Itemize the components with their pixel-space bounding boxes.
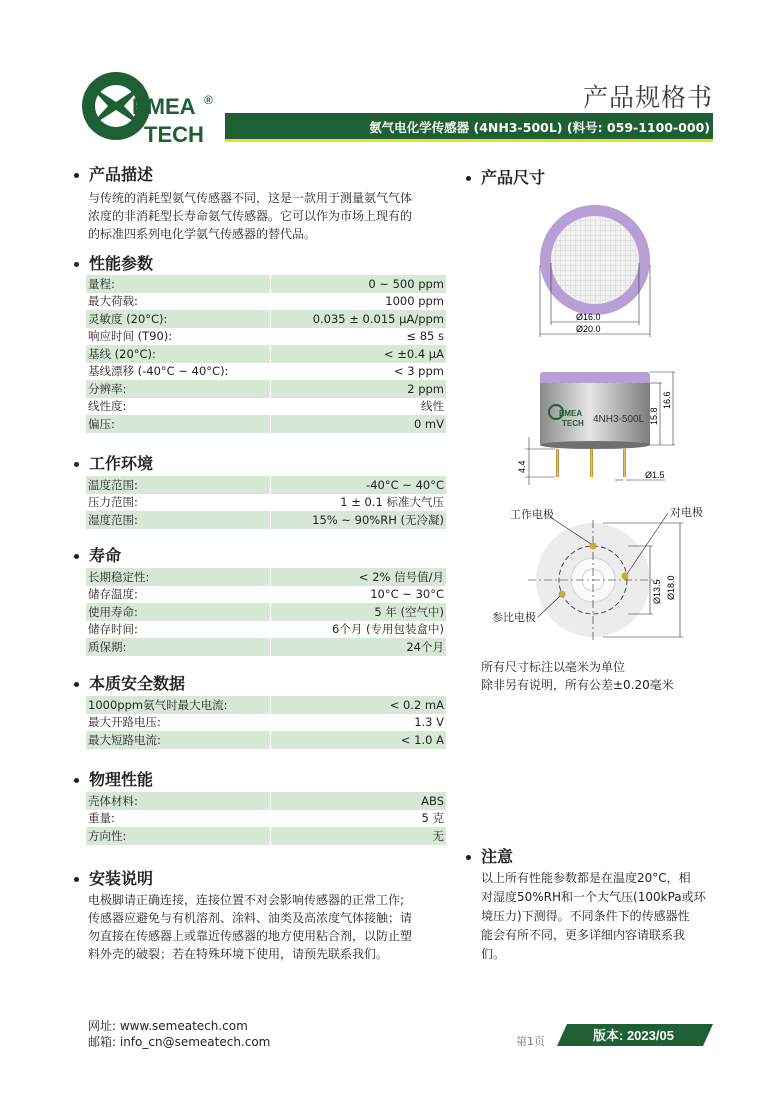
section-performance-heading: 性能参数 bbox=[74, 251, 153, 274]
spec-key: 最大荷载: bbox=[86, 293, 271, 311]
dim-base-diameter: Ø18.0 bbox=[666, 575, 676, 600]
logo-text-1: EMEA bbox=[132, 94, 196, 119]
spec-key: 湿度范围: bbox=[86, 511, 271, 529]
spec-key: 偏压: bbox=[86, 415, 271, 433]
dim-height-16-6: 16.6 bbox=[662, 391, 672, 409]
spec-value: 0 mV bbox=[271, 415, 446, 433]
spec-row bbox=[86, 603, 446, 621]
spec-value: 24个月 bbox=[271, 638, 446, 656]
spec-value: 无 bbox=[271, 827, 446, 845]
spec-row bbox=[86, 621, 446, 639]
spec-value: < 0.2 mA bbox=[271, 696, 446, 714]
spec-row bbox=[86, 494, 446, 512]
spec-key: 量程: bbox=[86, 275, 271, 293]
spec-value: 2 ppm bbox=[271, 380, 446, 398]
spec-value: 5 年 (空气中) bbox=[271, 603, 446, 621]
spec-row bbox=[86, 345, 446, 363]
spec-key: 最大开路电压: bbox=[86, 714, 271, 732]
spec-key: 使用寿命: bbox=[86, 603, 271, 621]
spec-row bbox=[86, 696, 446, 714]
spec-value: 1 ± 0.1 标准大气压 bbox=[340, 495, 444, 510]
spec-key: 壳体材料: bbox=[86, 792, 271, 810]
label-counter-electrode: 对电极 bbox=[670, 506, 703, 519]
physical-table bbox=[86, 792, 446, 845]
dim-pin-diameter: Ø1.5 bbox=[645, 470, 665, 480]
label-reference-electrode: 参比电极 bbox=[492, 611, 536, 624]
environment-table bbox=[86, 476, 446, 529]
spec-key: 储存温度: bbox=[86, 586, 271, 604]
version-badge bbox=[557, 1024, 713, 1046]
spec-row bbox=[86, 511, 446, 529]
section-lifetime-heading: 寿命 bbox=[74, 543, 121, 566]
spec-value: < ±0.4 μA bbox=[271, 345, 446, 363]
footer-email: 邮箱: info_cn@semeatech.com bbox=[88, 1035, 271, 1049]
pin-left bbox=[556, 449, 559, 477]
spec-key: 压力范围: bbox=[86, 494, 271, 512]
safety-table bbox=[86, 696, 446, 749]
footer-contact bbox=[88, 1018, 270, 1050]
lifetime-table bbox=[86, 568, 446, 656]
section-environment-heading: 工作环境 bbox=[74, 451, 153, 474]
spec-key: 基线 (20°C): bbox=[86, 345, 271, 363]
footer-website: 网址: www.semeatech.com bbox=[88, 1019, 248, 1033]
spec-row bbox=[86, 363, 446, 381]
page-number: 第1页 bbox=[516, 1035, 545, 1048]
description-text: 与传统的消耗型氨气传感器不同，这是一款用于测量氨气气体 浓度的非消耗型长寿命氨气传感器。它可以作为市场上现有的 的标准四系列电化学氨气传感器的替代品。 bbox=[88, 191, 413, 241]
spec-value: ≤ 85 s bbox=[406, 329, 444, 344]
spec-key: 储存时间: bbox=[86, 621, 271, 639]
spec-row bbox=[86, 792, 446, 810]
spec-row bbox=[86, 714, 446, 732]
doc-title: 产品规格书 bbox=[583, 83, 714, 112]
spec-row bbox=[86, 568, 446, 586]
spec-key: 线性度: bbox=[86, 398, 271, 416]
spec-value: 0.035 ± 0.015 μA/ppm bbox=[271, 310, 446, 328]
section-safety-heading: 本质安全数据 bbox=[74, 671, 185, 694]
dim-height-4-4: 4.4 bbox=[517, 460, 527, 473]
section-dimensions-heading: 产品尺寸 bbox=[466, 165, 545, 188]
dim-height-15-8: 15.8 bbox=[649, 407, 659, 425]
spec-row bbox=[86, 638, 446, 656]
spec-value: -40°C ~ 40°C bbox=[271, 476, 446, 494]
spec-key: 最大短路电流: bbox=[86, 731, 271, 749]
spec-row bbox=[86, 476, 446, 494]
semeatech-logo bbox=[76, 68, 226, 146]
spec-key: 重量: bbox=[86, 810, 271, 828]
spec-row bbox=[86, 310, 446, 328]
spec-row bbox=[86, 415, 446, 433]
spec-key: 1000ppm氨气时最大电流: bbox=[86, 696, 271, 714]
body-model-label: 4NH3-500L bbox=[593, 414, 645, 425]
sensor-side-view-drawing bbox=[505, 365, 685, 495]
spec-key: 响应时间 (T90): bbox=[86, 328, 271, 346]
spec-row bbox=[86, 380, 446, 398]
spec-value: < 3 ppm bbox=[393, 364, 444, 379]
section-physical-heading: 物理性能 bbox=[74, 767, 153, 790]
spec-key: 基线漂移 (-40°C ~ 40°C): bbox=[86, 363, 271, 381]
dim-diameter-20: Ø20.0 bbox=[576, 324, 601, 334]
spec-value: < 1.0 A bbox=[271, 731, 446, 749]
section-install-heading: 安装说明 bbox=[74, 866, 153, 889]
label-working-electrode: 工作电极 bbox=[510, 508, 554, 521]
dim-diameter-16: Ø16.0 bbox=[576, 312, 601, 322]
spec-key: 长期稳定性: bbox=[86, 568, 271, 586]
pin-right bbox=[623, 449, 626, 477]
section-note-heading: 注意 bbox=[466, 844, 513, 867]
spec-row bbox=[86, 398, 446, 416]
spec-row bbox=[86, 827, 446, 845]
spec-value: 5 克 bbox=[421, 811, 444, 826]
spec-value: 6个月 (专用包装盒中) bbox=[332, 622, 444, 637]
spec-key: 温度范围: bbox=[86, 476, 271, 494]
spec-row bbox=[86, 731, 446, 749]
spec-value: < 2% 信号值/月 bbox=[271, 568, 446, 586]
spec-value: 线性 bbox=[421, 399, 444, 414]
spec-value: 10°C ~ 30°C bbox=[370, 587, 444, 602]
spec-key: 分辨率: bbox=[86, 380, 271, 398]
spec-key: 质保期: bbox=[86, 638, 271, 656]
body-logo-text-1: EMEA bbox=[559, 409, 583, 418]
performance-table bbox=[86, 275, 446, 433]
product-subtitle: 氨气电化学传感器 (4NH3-500L) (料号: 059-1100-000) bbox=[369, 120, 710, 135]
spec-key: 方向性: bbox=[86, 827, 271, 845]
spec-row bbox=[86, 586, 446, 604]
pin-middle bbox=[590, 449, 593, 477]
logo-text-2: TECH bbox=[144, 122, 204, 146]
dim-pin-circle-diameter: Ø13.5 bbox=[652, 579, 662, 604]
spec-row bbox=[86, 275, 446, 293]
spec-value: 15% ~ 90%RH (无冷凝) bbox=[271, 511, 446, 529]
install-text: 电极脚请正确连接，连接位置不对会影响传感器的正常工作; 传感器应避免与有机溶剂、涂料、油类及高浓度气体接触；请 勿直接在传感器上或靠近传感器的地方使用粘合剂，以防止塑 料外壳的破裂；若在特殊环境下使用，请预先联系我们。 bbox=[88, 893, 413, 961]
dimension-notes: 所有尺寸标注以毫米为单位 除非另有说明，所有公差±0.20毫米 bbox=[481, 660, 674, 692]
spec-value: 1.3 V bbox=[414, 715, 444, 730]
note-text: 以上所有性能参数都是在温度20°C，相 对湿度50%RH和一个大气压(100kPa或环 境压力)下测得。不同条件下的传感器性 能会有所不同，更多详细内容请联系我 们。 bbox=[481, 871, 706, 961]
spec-value: 1000 ppm bbox=[385, 294, 444, 309]
spec-value: ABS bbox=[271, 792, 446, 810]
spec-value: 0 ~ 500 ppm bbox=[271, 275, 446, 293]
body-logo-text-2: TECH bbox=[562, 419, 584, 428]
section-description-heading: 产品描述 bbox=[74, 162, 153, 185]
header-bar-accent bbox=[225, 139, 713, 142]
spec-row bbox=[86, 293, 446, 311]
logo-registered: ® bbox=[204, 93, 213, 107]
spec-key: 灵敏度 (20°C): bbox=[86, 310, 271, 328]
spec-row bbox=[86, 328, 446, 346]
sensor-top-view-drawing bbox=[520, 205, 670, 345]
spec-row bbox=[86, 810, 446, 828]
version-text: 版本: 2023/05 bbox=[593, 1028, 674, 1043]
